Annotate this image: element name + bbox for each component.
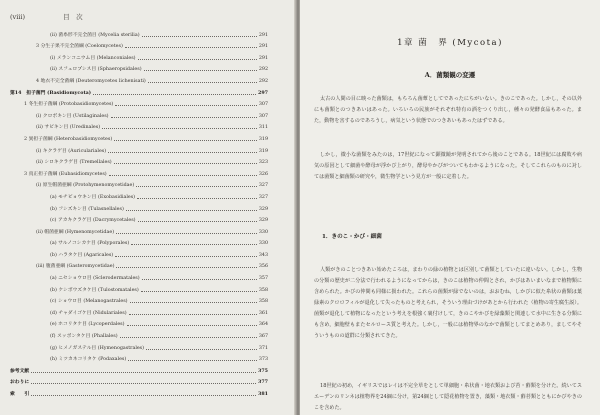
toc-entry (10, 339, 268, 351)
toc-leader-dots (116, 233, 257, 234)
chapter-title: 1章 菌 界 (Mycota) (397, 38, 503, 48)
toc-entry-title: (d) チャダイゴケ目 (Nidulariales) (50, 310, 127, 316)
toc-entry-title: 第14 担子菌門 (Basidiomycota) (10, 89, 92, 96)
toc-entry-title: (h) ミツカネコリタケ (Podaxales) (50, 357, 127, 363)
toc-entry-page: 381 (257, 391, 268, 397)
toc-entry (10, 258, 268, 270)
toc-entry (10, 327, 268, 339)
toc-entry-page: 358 (258, 287, 268, 293)
toc-entry-page: 292 (258, 67, 268, 73)
toc-entry-page: 361 (258, 310, 268, 316)
toc-entry-page: 330 (258, 241, 268, 247)
toc-leader-dots (125, 47, 257, 48)
toc-leader-dots (148, 82, 257, 83)
toc-entry (10, 61, 268, 73)
toc-leader-dots (126, 210, 257, 211)
toc-leader-dots (120, 337, 257, 338)
toc-leader-dots (31, 395, 256, 396)
toc-entry (10, 84, 268, 96)
toc-entry-page: 291 (258, 55, 268, 61)
section-heading-1: 1．きのこ・かび・細菌 (322, 234, 382, 240)
left-page (0, 0, 297, 415)
toc-entry-page: 371 (258, 345, 268, 351)
toc-entry (10, 269, 268, 281)
toc-entry-page: 367 (258, 334, 268, 340)
toc-entry-title: (b) ハラタケ目 (Agaricales) (50, 252, 114, 258)
toc-entry-title: (b) フシズキン目 (Tulasnellales) (50, 206, 124, 212)
toc-entry-title: (i) メランコニウム目 (Melanconiales) (50, 55, 136, 61)
toc-entry-title: (e) ホコリタケ目 (Lycoperdales) (50, 322, 125, 328)
toc-entry-title: 4 地衣不完全菌綱 (Deuteromycetes lichenisati) (36, 78, 146, 84)
toc-entry-page: 327 (258, 194, 268, 200)
toc-leader-dots (93, 94, 256, 95)
toc-entry-title: (a) サルノコシカケ目 (Polyporales) (50, 241, 130, 247)
toc-entry-title: 2 異担子菌綱 (Heterobasidiomycetes) (24, 136, 113, 142)
toc-entry-title: (ii) シロキクラゲ目 (Tremellales) (36, 160, 112, 166)
toc-entry-page: 323 (258, 160, 268, 166)
toc-entry-title: 3 真正担子菌綱 (Eubasidiomycetes) (24, 171, 107, 177)
toc-entry-page: 327 (258, 183, 268, 189)
toc-entry-title: (ii) サビキン目 (Uredinales) (36, 125, 101, 131)
toc-entry-page: 329 (258, 206, 268, 212)
toc-leader-dots (144, 70, 257, 71)
toc-leader-dots (131, 244, 257, 245)
toc-entry-page: 329 (258, 218, 268, 224)
toc-entry-title: 参考文献 (10, 367, 30, 374)
page-number: (viii) (10, 13, 25, 21)
toc-entry-page: 311 (258, 125, 268, 131)
toc-entry-page: 291 (258, 44, 268, 50)
toc-leader-dots (127, 325, 257, 326)
toc-entry-title: (ii) スフェロプシス目 (Sphaeropsidales) (50, 67, 142, 73)
toc-entry-page: 375 (257, 367, 268, 374)
table-of-contents (10, 26, 268, 397)
toc-entry (10, 293, 268, 305)
toc-entry (10, 142, 268, 154)
toc-leader-dots (129, 314, 257, 315)
paragraph-1: 太古の人間の目に映った菌類は，もちろん菌蕈としてであったにちがいない。きのこであった。しかし，その以外にも菌類とのつきあいはあった。いろいろの民族がそれぞれ特有の酒をつくり出し，種々の発酵食品もあった。また，動物を害するのであろうし，病気という状態でのつきあいもあったはずである。 (314, 96, 582, 124)
toc-entry (10, 223, 268, 235)
toc-entry-title: (c) アカキクラゲ目 (Dacrymycetales) (50, 218, 136, 224)
toc-entry-title: (iii) 腹菌亜綱 (Gasteromycetidae) (36, 264, 115, 270)
toc-entry-page: 343 (258, 252, 268, 258)
toc-entry (10, 385, 268, 397)
toc-leader-dots (128, 360, 257, 361)
right-page (300, 0, 600, 415)
toc-entry-title: (a) モチビョウキン目 (Exobasidiales) (50, 194, 136, 200)
toc-entry-title: (b) ケシボウズタケ目 (Tulostomatales) (50, 287, 139, 293)
toc-entry-page: 326 (258, 171, 268, 177)
toc-leader-dots (108, 152, 257, 153)
toc-entry-title: (ii) 帽菌亜綱 (Hymenomycetidae) (36, 229, 115, 235)
toc-leader-dots (136, 186, 257, 187)
toc-leader-dots (142, 279, 257, 280)
toc-leader-dots (102, 128, 257, 129)
toc-entry-page: 330 (258, 229, 268, 235)
toc-leader-dots (137, 198, 257, 199)
toc-entry (10, 96, 268, 108)
paragraph-2: しかし，微小な菌類をみたのは，17世紀になって顕微鏡が発明されてから後のことである。18世紀には腐敗や病気の原因として細菌や酵母が浮かび上がり，酵母やかびがついてもわかるようになった。そしてこれらのものに対しては菌類と細菌類の研究や，微生物学という見方が一般に定着した。 (314, 152, 582, 180)
toc-entry (10, 374, 268, 386)
toc-entry-title: (i) クロボキン目 (Ustilaginales) (36, 113, 109, 119)
toc-leader-dots (138, 59, 257, 60)
toc-entry (10, 49, 268, 61)
toc-entry (10, 38, 268, 50)
toc-entry-page: 319 (258, 148, 268, 154)
toc-leader-dots (31, 372, 256, 373)
toc-entry-page: 356 (258, 264, 268, 270)
toc-entry-page: 377 (257, 379, 268, 386)
section-heading-a: A．菌類観の変遷 (424, 71, 476, 79)
toc-entry (10, 362, 268, 374)
toc-entry (10, 200, 268, 212)
toc-entry (10, 281, 268, 293)
toc-leader-dots (142, 36, 257, 37)
running-header (10, 12, 119, 21)
toc-entry (10, 188, 268, 200)
toc-entry (10, 119, 268, 131)
toc-entry-title: (c) ショウロ目 (Melanogastrales) (50, 299, 128, 305)
toc-leader-dots (109, 175, 257, 176)
toc-entry (10, 72, 268, 84)
toc-entry (10, 304, 268, 316)
toc-leader-dots (116, 267, 256, 268)
toc-entry (10, 177, 268, 189)
toc-leader-dots (114, 163, 257, 164)
toc-entry-title: おわりに (10, 379, 30, 386)
toc-entry-page: 307 (258, 102, 268, 108)
toc-entry-page: 307 (258, 113, 268, 119)
toc-leader-dots (114, 140, 257, 141)
toc-leader-dots (141, 291, 257, 292)
toc-entry-title: 3 分生子果不完全菌綱 (Coelomycetes) (36, 44, 123, 50)
paragraph-3: 人類がきのことつきあい始めたころは，まわりの緑の植物とは区別して菌類としていたに違いない。しかし，生物の分類の歴史が二分法で行われるようになってからは，きのこは植物の仲間とされ，かびはあいまいなまで植物類に含められた。かびの仲間も同様に扱われた。これらの菌類が緑でないのは，おおむね，しかびに似た糸状の菌類は葉緑素のクロロフィルが退化して失ったものと考えられ，そういう理由づけがあとから行われた（植物の寄生腐生説）。菌類が退化して植物になったという考えを根強く裏付けして，きのこやかびを緑藻類と関連して水中に生きる分類にも含め，細胞壁もまたセルロース質と考えた。しかし，一般には植物界のなかで菌類としてまとめあり，ましてやそういうものの道群に分類されてきた。 (314, 267, 582, 339)
toc-entry (10, 26, 268, 38)
toc-entry-title: 1 冬生担子菌綱 (Protobasidiomycetes) (24, 102, 114, 108)
toc-entry (10, 212, 268, 224)
toc-entry-page: 373 (258, 357, 268, 363)
toc-leader-dots (115, 256, 257, 257)
toc-leader-dots (146, 349, 257, 350)
toc-entry-title: (f) スッポンタケ目 (Phallales) (50, 334, 118, 340)
toc-entry-page: 292 (258, 78, 268, 84)
toc-entry-page: 358 (258, 299, 268, 305)
toc-leader-dots (138, 221, 257, 222)
toc-entry (10, 107, 268, 119)
toc-entry-title: (i) キクラゲ目 (Auriculariales) (36, 148, 107, 154)
toc-entry-title: (i) 原生帽菌亜綱 (Protohymenomycetidae) (36, 183, 135, 189)
toc-entry (10, 165, 268, 177)
toc-entry (10, 130, 268, 142)
toc-entry-page: 364 (258, 322, 268, 328)
toc-entry-title: (g) ヒメノガステル目 (Hymenogastrales) (50, 345, 145, 351)
toc-leader-dots (111, 117, 257, 118)
toc-entry-title: (ii) 菌糸形不完全菌目 (Mycelia sterilia) (50, 32, 140, 38)
toc-leader-dots (115, 105, 257, 106)
toc-entry-title: 索 引 (10, 391, 30, 397)
toc-entry (10, 246, 268, 258)
toc-entry (10, 235, 268, 247)
toc-entry (10, 316, 268, 328)
toc-leader-dots (130, 302, 257, 303)
toc-entry (10, 351, 268, 363)
toc-entry-page: 291 (258, 32, 268, 38)
toc-entry (10, 154, 268, 166)
toc-entry-page: 357 (258, 276, 268, 282)
toc-entry-page: 297 (257, 89, 268, 96)
toc-entry-title: (a) ニセショウロ目 (Sclerodermatales) (50, 276, 140, 282)
toc-entry-page: 319 (258, 136, 268, 142)
header-label: 目 次 (63, 13, 83, 21)
paragraph-4: 18世紀の初め，イギリスではレイは不完全草をとして単細胞・糸状菌・地衣類および苔・蘚類を分けた。続いてスエーデンのリンネは植物界を24綱に分け，第24綱として隠花植物を置き，藻類・地衣類・蘚苔類とともにかびやきのこを含めた。 (314, 383, 582, 411)
toc-leader-dots (31, 383, 256, 384)
